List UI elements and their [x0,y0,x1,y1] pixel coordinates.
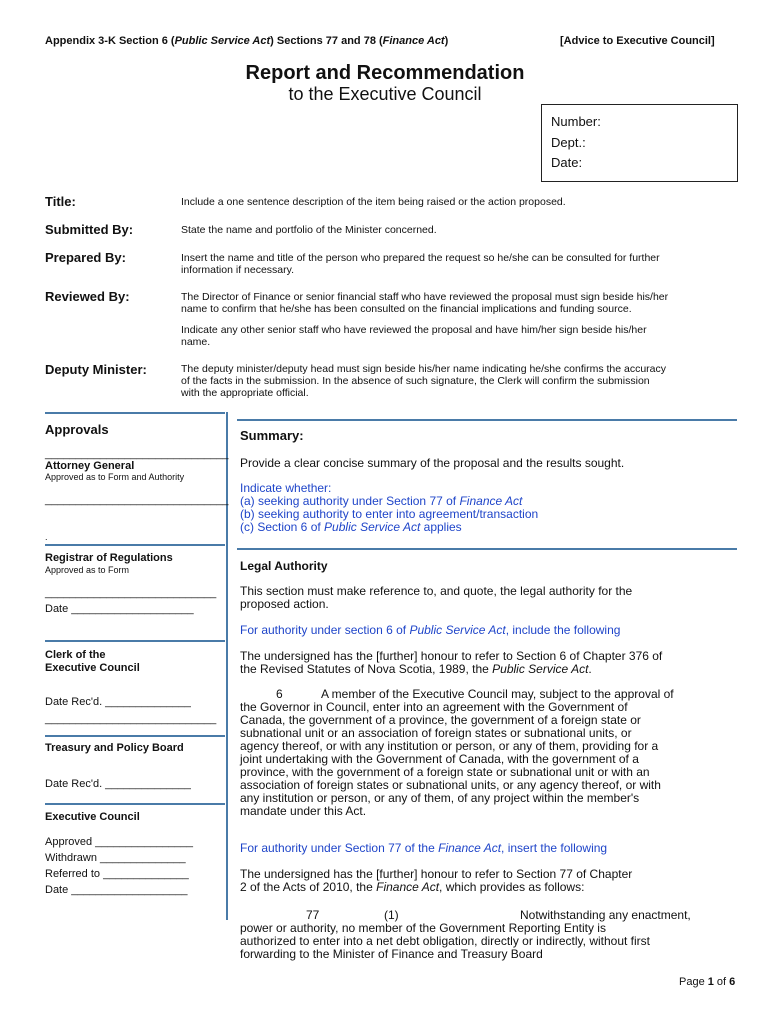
psa-undersigned: The undersigned has the [further] honour to refer to Section 6 of Chapter 376 of the Revised Statutes of Nova Scotia, 1989, the Public Service Act. [240,649,663,676]
approved-form-label: Approved as to Form [45,565,130,575]
indicate-whether-list: Indicate whether: (a) seeking authority under Section 77 of Finance Act (b) seeking authority to enter into agreement/transaction (c) Section 6 of Public Service Act applies [240,481,539,534]
approved-form-authority-label: Approved as to Form and Authority [45,472,185,482]
approved-line[interactable]: Approved ________________ [45,836,194,848]
page-number: Page 1 of 6 [679,976,736,988]
psa-instruction: For authority under section 6 of Public Service Act, include the following [240,623,621,637]
clerk-signature-line[interactable]: ____________________________ [45,713,217,725]
registrar-signature-line[interactable]: ____________________________ [45,587,217,599]
deputy-minister-text: The deputy minister/deputy head must sign beside his/her name indicating he/she confirms the accuracy of the facts in the submission. In the absence of such signature, the Clerk will confirm the submission with the appropriate official. [181,363,667,399]
final-date-line[interactable]: Date ___________________ [45,884,188,896]
treasury-date-recd-line[interactable]: Date Rec'd. ______________ [45,778,191,790]
treasury-board-label: Treasury and Policy Board [45,742,184,754]
running-header-left: Appendix 3-K Section 6 (Public Service Act) Sections 77 and 78 (Finance Act) [45,35,449,47]
registrar-label: Registrar of Regulations [45,552,173,564]
submitted-by-label: Submitted By: [45,222,134,237]
section-6-quote: 6 A member of the Executive Council may, subject to the approval of the Governor in Council, enter into an agreement with the Government of Canada, the government of a province, the government of a foreign state or subnational unit or an association of foreign states or subnational units, or agency thereof, or with any institution or person, or any of them, providing for a joint undertaking with the Government of Canada, with the government of a province, with the government of a foreign state or subnational unit or with an association of foreign states or subnational units, or any agency thereof, or with any institution or person, or any of them, of any project within the member's mandate under this Act. [240,687,674,818]
prepared-by-label: Prepared By: [45,250,126,265]
dot-mark: . [45,532,48,542]
page-subtitle: to the Executive Council [288,84,482,104]
deputy-minister-label: Deputy Minister: [45,362,147,377]
approvals-rule-3 [45,735,225,737]
dept-label: Dept.: [551,135,586,150]
column-divider [226,412,228,920]
section-6-number: 6 [276,687,283,701]
withdrawn-line[interactable]: Withdrawn ______________ [45,852,186,864]
attorney-general-signature-line[interactable]: ______________________________ [45,448,229,460]
approvals-rule-1 [45,544,225,546]
approvals-rule-4 [45,803,225,805]
section-77-number: 77 [306,908,320,922]
clerk-label: Clerk of the Executive Council [45,649,140,674]
attorney-general-date-line[interactable]: ______________________________ [45,494,229,506]
number-label: Number: [551,114,601,129]
approvals-heading: Approvals [45,422,109,437]
executive-council-label: Executive Council [45,811,140,823]
legal-top-rule [237,548,737,550]
finance-act-undersigned: The undersigned has the [further] honour to refer to Section 77 of Chapter 2 of the Acts of 2010, the Finance Act, which provides as follows: [240,867,633,894]
summary-heading: Summary: [240,428,304,443]
summary-text: Provide a clear concise summary of the proposal and the results sought. [240,456,625,470]
legal-authority-heading: Legal Authority [240,559,328,573]
attorney-general-label: Attorney General [45,460,135,472]
finance-act-instruction: For authority under Section 77 of the Finance Act, insert the following [240,841,608,855]
title-text: Include a one sentence description of the item being raised or the action proposed. [181,196,566,208]
approvals-top-rule [45,412,225,414]
reviewed-by-text-2: Indicate any other senior staff who have reviewed the proposal and have him/her sign beside his/her name. [181,324,647,348]
registrar-date-line[interactable]: Date ____________________ [45,603,194,615]
running-header-right: [Advice to Executive Council] [560,35,715,47]
number-box [541,104,738,182]
legal-intro: This section must make reference to, and quote, the legal authority for the proposed action. [240,584,633,611]
title-label: Title: [45,194,76,209]
referred-to-line[interactable]: Referred to ______________ [45,868,189,880]
page-title: Report and Recommendation [245,62,525,84]
section-77-quote: 77 (1) Notwithstanding any enactment, power or authority, no member of the Government Reporting Entity is authorized to enter into a net debt obligation, directly or indirectly, without first forwarding to the Minister of Finance and Treasury Board [240,908,691,961]
date-label: Date: [551,155,583,170]
reviewed-by-label: Reviewed By: [45,289,130,304]
approvals-rule-2 [45,640,225,642]
summary-top-rule [237,419,737,421]
clerk-date-recd-line[interactable]: Date Rec'd. ______________ [45,696,191,708]
submitted-by-text: State the name and portfolio of the Minister concerned. [181,224,437,236]
reviewed-by-text: The Director of Finance or senior financial staff who have reviewed the proposal must sign beside his/her name to confirm that he/she has been consulted on the financial implications and funding source. [181,291,669,315]
prepared-by-text: Insert the name and title of the person who prepared the request so he/she can be consulted for further information if necessary. [181,252,660,276]
section-77-subsection: (1) [384,908,399,922]
